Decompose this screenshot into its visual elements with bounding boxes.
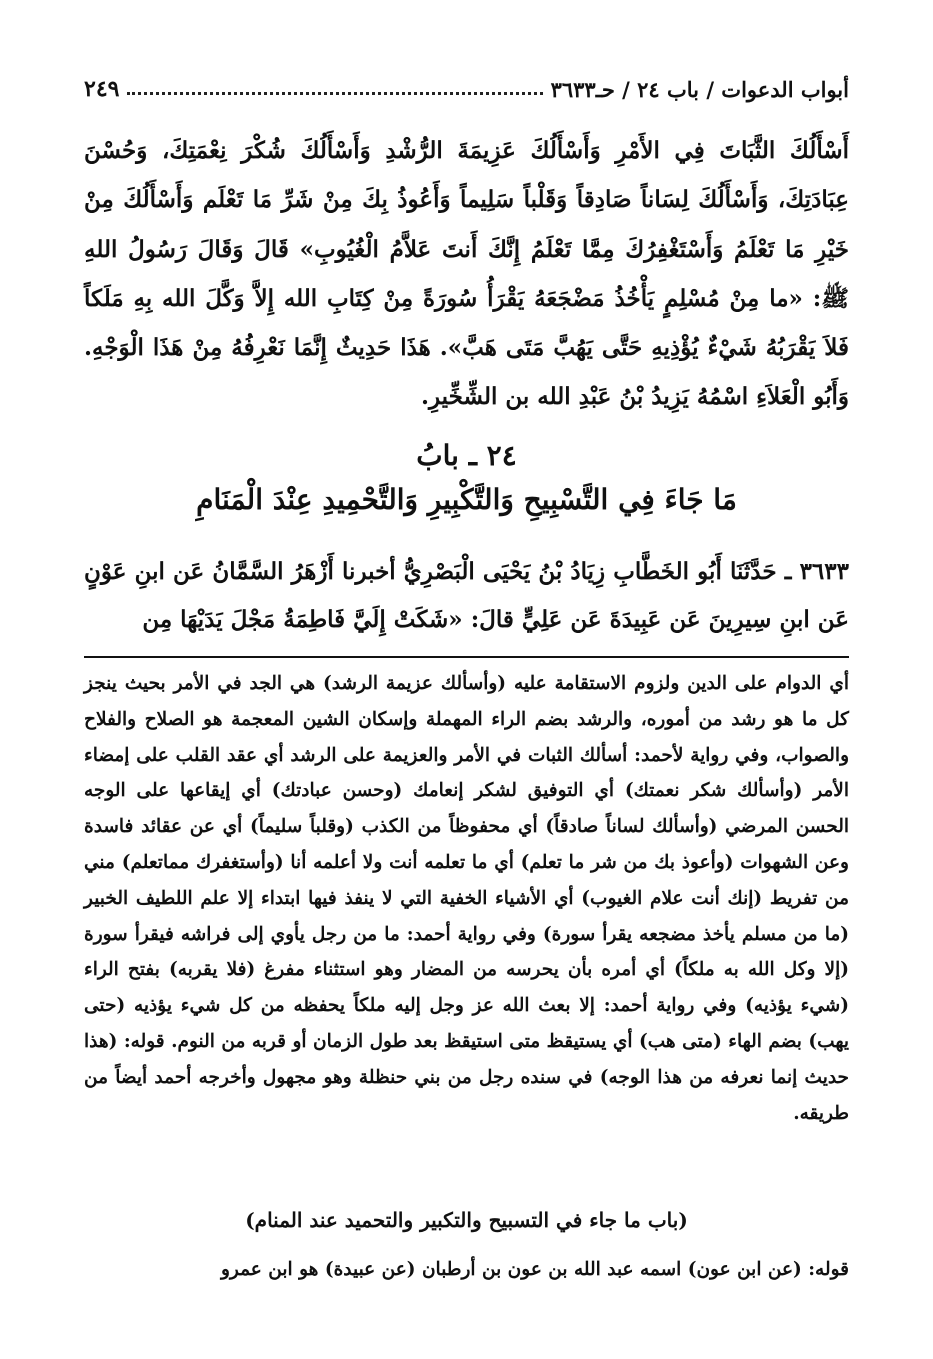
main-text-paragraph: أَسْأَلُكَ الثَّبَاتَ فِي الأَمْرِ وَأَسْأَلُكَ عَزِيمَةَ الرُّشْدِ وَأَسْأَلُكَ شُكْرَ نِعْمَتِكَ، وَحُسْنَ عِبَادَتِكَ، وَأَسْأَلُكَ لِسَاناً صَادِقاً وَقَلْباً سَلِيماً وَأَعُوذُ بِكَ مِنْ شَرِّ مَا تَعْلَم وَأَسْأَلُكَ مِنْ خَيْرِ مَا تَعْلَمُ وَأَسْتَغْفِرُكَ مِمَّا تَعْلَمُ إِنَّكَ أَنتَ عَلاَّمُ الْغُيُوبِ» قَالَ وَقَالَ رَسُولُ اللهِ ﷺ: «ما مِنْ مُسْلِمٍ يَأْخُذُ مَضْجَعَهُ يَقْرَأُ سُورَةً مِنْ كِتَابِ الله إِلاَّ وَكَّلَ الله بِهِ مَلَكاً فَلاَ يَقْرَبُهُ شَيْءٌ يُؤْذِيهِ حَتَّى يَهُبَّ مَتَى هَبَّ». هَذَا حَدِيثٌ إِنَّمَا نَعْرِفُهُ مِنْ هَذَا الْوَجْهِ. وَأَبُو الْعَلاَءِ اسْمُهُ يَزِيدُ بْنُ عَبْدِ الله بن الشِّخِّيرِ.: [84, 137, 850, 411]
commentary-last-block: [84, 1250, 849, 1290]
hadith-block: [84, 548, 849, 644]
commentary-block: [84, 666, 849, 1131]
chapter-number: ٢٤ ـ بابُ: [416, 439, 517, 472]
running-title: أبواب الدعوات / باب ٢٤ / حـ٣٦٣٣: [550, 76, 849, 102]
commentary-paragraph: أي الدوام على الدين ولزوم الاستقامة عليه (وأسألك عزيمة الرشد) هي الجد في الأمر بحيث ينجز كل ما هو رشد من أموره، والرشد بضم الراء المهملة وإسكان الشين المعجمة هو الصلاح والفلاح والصواب، وفي رواية لأحمد: أسألك الثبات في الأمر والعزيمة على الرشد أي عقد القلب على إمضاء الأمر (وأسألك شكر نعمتك) أي التوفيق لشكر إنعامك (وحسن عبادتك) أي إيقاعها على الوجه الحسن المرضي (وأسألك لساناً صادقاً) أي محفوظاً من الكذب (وقلباً سليماً) أي عن عقائد فاسدة وعن الشهوات (وأعوذ بك من شر ما تعلم) أي ما تعلمه أنت ولا أعلمه أنا (وأستغفرك مماتعلم) مني من تفريط (إنك أنت علام الغيوب) أي الأشياء الخفية التي لا ينفذ فيها ابتداء إلا علم اللطيف الخبير (ما من مسلم يأخذ مضجعه يقرأ سورة) وفي رواية أحمد: ما من رجل يأوي إلى فراشه فيقرأ سورة (إلا وكل الله به ملكاً) أي أمره بأن يحرسه من المضار وهو استثناء مفرغ (فلا يقربه) بفتح الراء (شيء يؤذيه) وفي رواية أحمد: إلا بعث الله عز وجل إليه ملكاً يحفظه من كل شيء يؤذيه (حتى يهب) بضم الهاء (متى هب) أي يستيقظ متى استيقظ بعد طول الزمان أو قربه من النوم. قوله: (هذا حديث إنما نعرفه من هذا الوجه) في سنده رجل من بني حنظلة وهو مجهول وأخرجه أحمد أيضاً من طريقه.: [84, 673, 849, 1124]
chapter-title: مَا جَاءَ فِي التَّسْبِيحِ وَالتَّكْبِيرِ وَالتَّحْمِيدِ عِنْدَ الْمَنَامِ: [196, 483, 737, 516]
hadith-paragraph: ٣٦٣٣ ـ حَدَّثَنَا أَبُو الخَطَّابِ زِيَادُ بْنُ يَحْيَى الْبَصْرِيُّ أخبرنا أَزْهَرُ السَّمَّانُ عَن ابنِ عَوْنٍ عَن ابنِ سِيرِينَ عَن عَبِيدَةَ عَن عَلِيٍّ قالَ: «شَكَتْ إِلَيَّ فَاطِمَةُ مَجْلَ يَدَيْهَا مِن: [84, 558, 849, 633]
dotted-leader: [127, 92, 542, 95]
footnote-divider: [84, 656, 849, 658]
commentary-last-line: قوله: (عن ابن عون) اسمه عبد الله بن عون بن أرطبان (عن عبيدة) هو ابن عمرو: [220, 1259, 849, 1280]
page-number: ٢٤٩: [84, 76, 120, 102]
running-header: [84, 74, 849, 104]
main-text-block: [84, 126, 849, 422]
commentary-heading: (باب ما جاء في التسبيح والتكبير والتحميد عند المنام): [245, 1208, 688, 1232]
